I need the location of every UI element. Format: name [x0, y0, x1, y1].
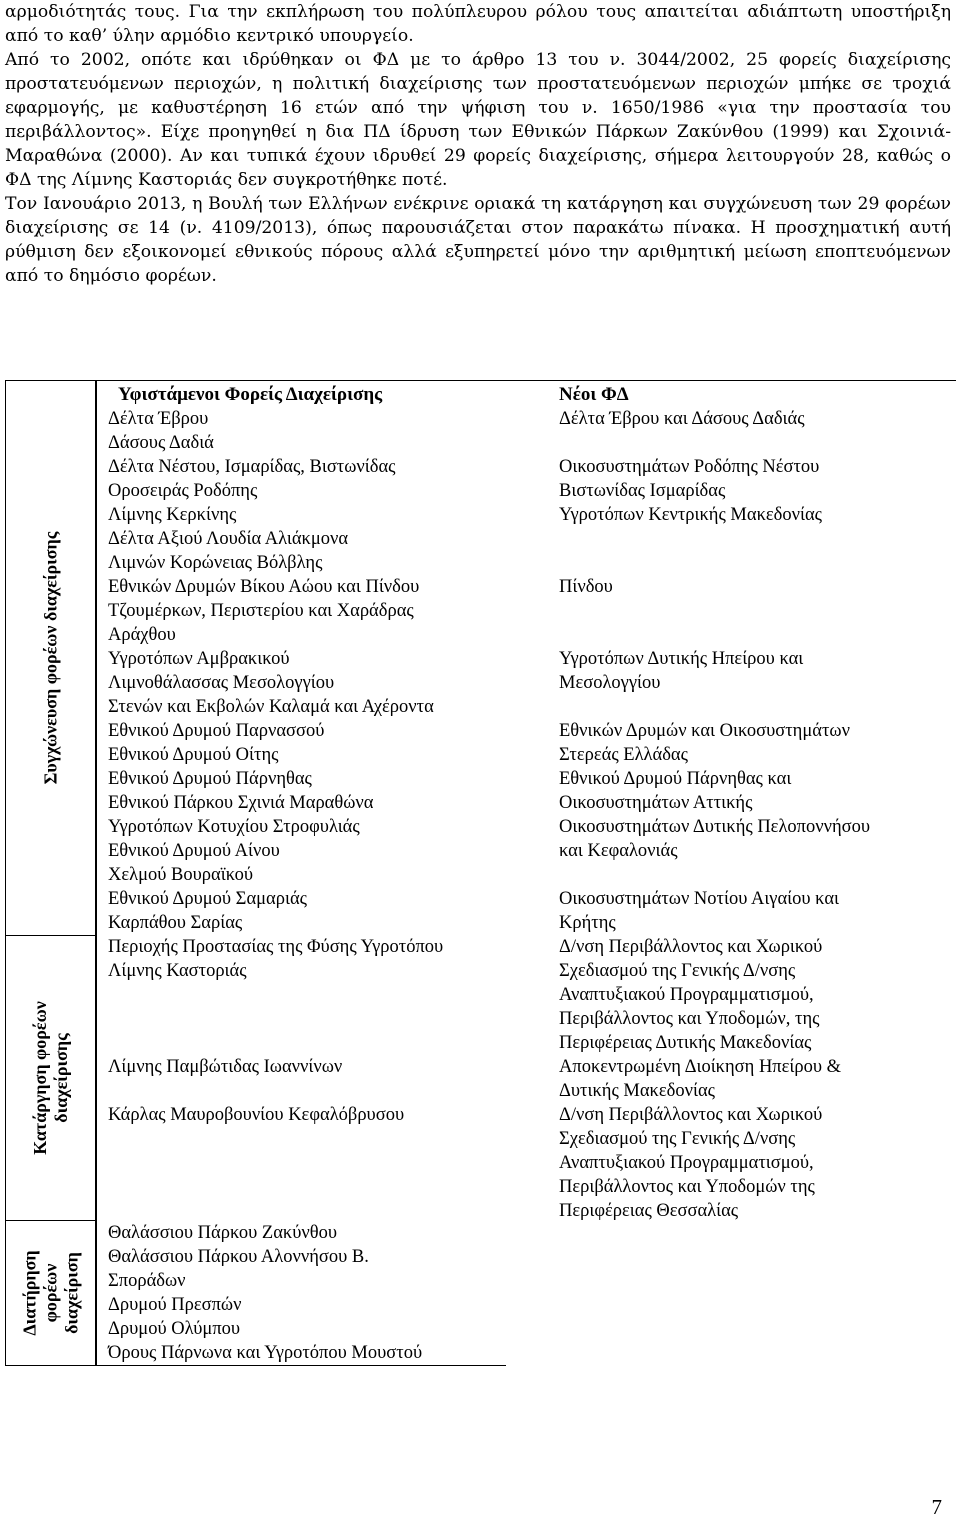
new-body-line: Περιβάλλοντος και Υποδομών, της: [559, 1009, 820, 1029]
existing-body-line: Δρυμού Ολύμπου: [108, 1319, 241, 1339]
existing-body-line: Όρους Πάρνωνα και Υγροτόπου Μουστού: [108, 1343, 423, 1363]
new-body-line: Υγροτόπων Δυτικής Ηπείρου και: [559, 649, 804, 669]
new-body-line: Αποκεντρωμένη Διοίκηση Ηπείρου &: [559, 1057, 842, 1077]
paragraph-1: αρμοδιότητάς τους. Για την εκπλήρωση του πολύπλευρου ρόλου τους απαιτείται αδιάπτωτη υποστήριξη από το καθ’ ύλην αρμόδιο κεντρικό υπουργείο.: [5, 2, 951, 46]
existing-body-line: Δάσους Δαδιά: [108, 433, 214, 453]
existing-body-line: Εθνικού Δρυμού Σαμαριάς: [108, 889, 307, 909]
group-keep-line-3: διαχείριση: [61, 1252, 81, 1334]
new-body-line: Δυτικής Μακεδονίας: [559, 1081, 715, 1101]
group-keep-label: [19, 1250, 82, 1335]
new-body-line: Μεσολογγίου: [559, 673, 661, 693]
existing-body-line: Λίμνης Κερκίνης: [108, 505, 237, 525]
existing-body-line: Δέλτα Έβρου: [108, 409, 209, 429]
existing-body-line: Χελμού Βουραϊκού: [108, 865, 254, 885]
group-keep-cell: [6, 1221, 96, 1366]
group-abolish-cell: [6, 936, 96, 1221]
new-body-line: Οικοσυστημάτων Αττικής: [559, 793, 753, 813]
group-abolish-line-2: διαχείρισης: [50, 1033, 71, 1123]
management-bodies-table: [5, 380, 956, 1366]
column-divider: [96, 381, 97, 1366]
new-body-line: Εθνικών Δρυμών και Οικοσυστημάτων: [559, 721, 850, 741]
existing-body-line: Λιμνοθάλασσας Μεσολογγίου: [108, 673, 335, 693]
new-body-line: Δ/νση Περιβάλλοντος και Χωρικού: [559, 1105, 823, 1125]
group-abolish-label: [30, 1001, 72, 1155]
new-body-line: Περιφέρειας Θεσσαλίας: [559, 1201, 739, 1221]
existing-body-line: Εθνικού Δρυμού Οίτης: [108, 745, 279, 765]
existing-body-line: Περιοχής Προστασίας της Φύσης Υγροτόπου: [108, 937, 444, 957]
existing-body-line: Εθνικού Δρυμού Αίνου: [108, 841, 280, 861]
new-body-line: Περιβάλλοντος και Υποδομών της: [559, 1177, 815, 1197]
existing-body-line: Θαλάσσιου Πάρκου Ζακύνθου: [108, 1223, 338, 1243]
existing-body-line: Λιμνών Κορώνειας Βόλβλης: [108, 553, 323, 573]
new-body-line: Δ/νση Περιβάλλοντος και Χωρικού: [559, 937, 823, 957]
new-body-line: Αναπτυξιακού Προγραμματισμού,: [559, 1153, 814, 1173]
existing-body-line: Τζουμέρκων, Περιστερίου και Χαράδρας: [108, 601, 414, 621]
existing-body-line: Οροσειράς Ροδόπης: [108, 481, 258, 501]
new-body-line: Οικοσυστημάτων Νοτίου Αιγαίου και: [559, 889, 840, 909]
header-new: Νέοι ΦΔ: [559, 384, 629, 405]
page-number: 7: [931, 1495, 942, 1519]
new-body-line: Υγροτόπων Κεντρικής Μακεδονίας: [559, 505, 822, 525]
new-body-line: Περιφέρειας Δυτικής Μακεδονίας: [559, 1033, 812, 1053]
existing-body-line: Εθνικού Πάρκου Σχινιά Μαραθώνα: [108, 793, 374, 813]
new-body-line: Αναπτυξιακού Προγραμματισμού,: [559, 985, 814, 1005]
existing-body-line: Εθνικών Δρυμών Βίκου Αώου και Πίνδου: [108, 577, 420, 597]
existing-body-line: Δέλτα Αξιού Λουδία Αλιάκμονα: [108, 529, 349, 549]
group-merge-label: Συγχώνευση φορέων διαχείρισης: [40, 531, 60, 785]
paragraph-2: Από το 2002, οπότε και ιδρύθηκαν οι ΦΔ με το άρθρο 13 του ν. 3044/2002, 25 φορείς διαχείρισης προστατευόμενων περιοχών, η πολιτική διαχείρισης των προστατευόμενων περιοχών μπήκε σε τροχιά εφαρμογής, με καθυστέρηση 16 ετών από την ψήφιση του ν. 1650/1986 «για την προστασία του περιβάλλοντος». Είχε προηγηθεί η δια ΠΔ ίδρυση των Εθνικών Πάρκων Ζακύνθου (1999) και Σχοινιά-Μαραθώνα (2000). Αν και τυπικά έχουν ιδρυθεί 29 φορείς διαχείρισης, σήμερα λειτουργούν 28, καθώς ο ΦΔ της Λίμνης Καστοριάς δεν συγκροτήθηκε ποτέ.: [5, 50, 951, 190]
new-body-line: Οικοσυστημάτων Ροδόπης Νέστου: [559, 457, 820, 477]
paragraph-3: Τον Ιανουάριο 2013, η Βουλή των Ελλήνων ενέκρινε οριακά τη κατάργηση και συγχώνευση των 29 φορέων διαχείρισης σε 14 (ν. 4109/2013), όπως παρουσιάζεται στον παρακάτω πίνακα. Η προσχηματική αυτή ρύθμιση δεν εξοικονομεί εθνικούς πόρους αλλά εξυπηρετεί μόνο την αριθμητική μείωση εποπτευόμενων από το δημόσιο φορέων.: [5, 194, 951, 286]
group-keep-line-1: Διατήρηση: [19, 1250, 39, 1336]
group-merge-cell: [6, 381, 96, 936]
table-bottom-rule: [96, 1365, 506, 1366]
existing-body-line: Κάρλας Μαυροβουνίου Κεφαλόβρυσου: [108, 1105, 405, 1125]
new-body-line: Οικοσυστημάτων Δυτικής Πελοποννήσου: [559, 817, 871, 837]
new-body-line: Σχεδιασμού της Γενικής Δ/νσης: [559, 1129, 796, 1149]
header-existing: Υφιστάμενοι Φορείς Διαχείρισης: [118, 384, 383, 405]
existing-body-line: Καρπάθου Σαρίας: [108, 913, 243, 933]
existing-body-line: Δέλτα Νέστου, Ισμαρίδας, Βιστωνίδας: [108, 457, 396, 477]
new-body-line: Σχεδιασμού της Γενικής Δ/νσης: [559, 961, 796, 981]
new-body-line: Βιστωνίδας Ισμαρίδας: [559, 481, 726, 501]
existing-body-line: Αράχθου: [108, 625, 176, 645]
new-body-line: Κρήτης: [559, 913, 616, 933]
new-body-line: Στερεάς Ελλάδας: [559, 745, 688, 765]
group-abolish-line-1: Κατάργηση φορέων: [29, 1001, 50, 1155]
existing-body-line: Δρυμού Πρεσπών: [108, 1295, 242, 1315]
new-body-line: Εθνικού Δρυμού Πάρνηθας και: [559, 769, 792, 789]
intro-text: [5, 0, 951, 288]
group-keep-line-2: φορέων: [40, 1263, 60, 1323]
existing-body-line: Εθνικού Δρυμού Παρνασσού: [108, 721, 325, 741]
new-body-line: και Κεφαλονιάς: [559, 841, 678, 861]
existing-body-line: Εθνικού Δρυμού Πάρνηθας: [108, 769, 312, 789]
new-body-line: Πίνδου: [559, 577, 613, 597]
existing-body-line: Θαλάσσιου Πάρκου Αλοννήσου Β.: [108, 1247, 369, 1267]
existing-body-line: Σποράδων: [108, 1271, 186, 1291]
existing-body-line: Λίμνης Παμβώτιδας Ιωαννίνων: [108, 1057, 343, 1077]
new-body-line: Δέλτα Έβρου και Δάσους Δαδιάς: [559, 409, 805, 429]
existing-body-line: Στενών και Εκβολών Καλαμά και Αχέροντα: [108, 697, 434, 717]
existing-body-line: Υγροτόπων Αμβρακικού: [108, 649, 290, 669]
existing-body-line: Λίμνης Καστοριάς: [108, 961, 247, 981]
existing-body-line: Υγροτόπων Κοτυχίου Στροφυλιάς: [108, 817, 360, 837]
